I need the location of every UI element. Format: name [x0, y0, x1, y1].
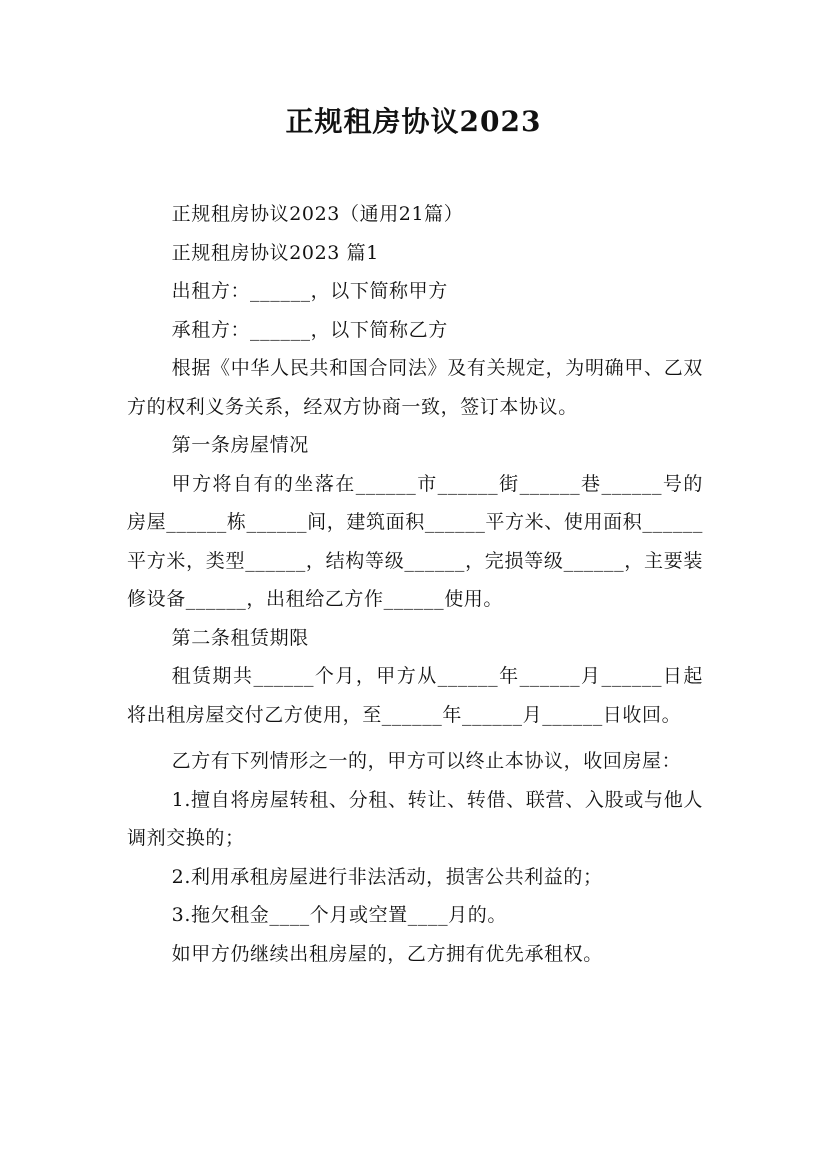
paragraph-article-2-heading: 第二条租赁期限: [171, 626, 309, 649]
paragraph-condition-3: 3.拖欠租金____个月或空置____月的。: [171, 904, 507, 926]
paragraph-termination-conditions: 乙方有下列情形之一的，甲方可以终止本协议，收回房屋：: [171, 750, 682, 772]
paragraph-condition-2: 2.利用承租房屋进行非法活动，损害公共利益的；: [171, 865, 603, 888]
paragraph-article-1-body: 甲方将自有的坐落在______市______街______巷______号的房屋______栋______间，建筑面积______平方米、使用面积______平方米，类型______，结构等级______，完损等级______，主要装修设备______，出租给乙方作______使用。: [127, 472, 703, 610]
paragraph-article-2-body: 租赁期共______个月，甲方从______年______月______日起将出租房屋交付乙方使用，至______年______月______日收回。: [127, 665, 703, 726]
paragraph-subtitle: 正规租房协议2023（通用21篇）: [171, 203, 464, 225]
paragraph-lessor: 出租方：______，以下简称甲方: [171, 280, 448, 302]
document-title: 正规租房协议2023: [285, 105, 542, 138]
paragraph-preamble: 根据《中华人民共和国合同法》及有关规定，为明确甲、乙双方的权利义务关系，经双方协商一致，签订本协议。: [127, 357, 703, 418]
paragraph-condition-1: 1.擅自将房屋转租、分租、转让、转借、联营、入股或与他人调剂交换的；: [127, 788, 703, 849]
paragraph-article-1-heading: 第一条房屋情况: [171, 434, 309, 456]
document-body: [127, 195, 703, 973]
paragraph-section-heading: 正规租房协议2023 篇1: [171, 241, 379, 264]
paragraph-lessee: 承租方：______，以下简称乙方: [171, 318, 448, 341]
paragraph-priority-right: 如甲方仍继续出租房屋的，乙方拥有优先承租权。: [171, 942, 603, 965]
